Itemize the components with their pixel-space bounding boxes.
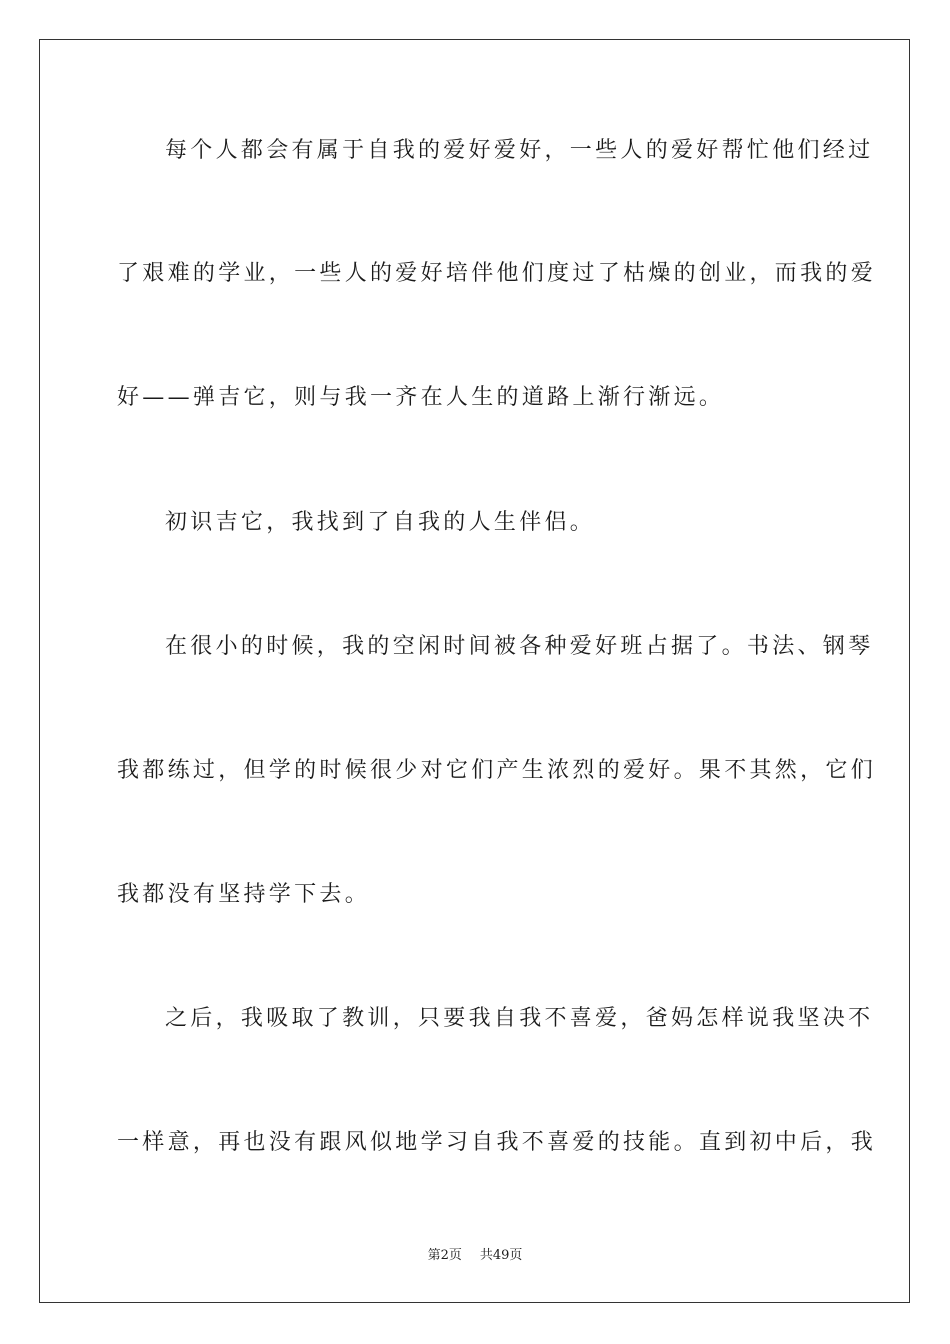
paragraph-line-4: 初识吉它，我找到了自我的人生伴侣。: [165, 510, 596, 535]
page-total: 共49页: [479, 1248, 523, 1263]
paragraph-line-2: 了艰难的学业，一些人的爱好培伴他们度过了枯燥的创业，而我的爱: [117, 261, 877, 286]
paragraph-line-7: 我都没有坚持学下去。: [117, 882, 371, 907]
page-footer: [0, 1247, 950, 1265]
paragraph-line-6: 我都练过，但学的时候很少对它们产生浓烈的爱好。果不其然，它们: [117, 758, 877, 783]
paragraph-line-1: 每个人都会有属于自我的爱好爱好，一些人的爱好帮忙他们经过: [165, 138, 874, 163]
page-number: 第2页: [427, 1248, 462, 1263]
paragraph-line-8: 之后，我吸取了教训，只要我自我不喜爱，爸妈怎样说我坚决不: [165, 1006, 874, 1031]
page-border: [39, 39, 910, 1303]
paragraph-line-5: 在很小的时候，我的空闲时间被各种爱好班占据了。书法、钢琴: [165, 634, 874, 659]
paragraph-line-9: 一样意，再也没有跟风似地学习自我不喜爱的技能。直到初中后，我: [117, 1130, 877, 1155]
paragraph-line-3: 好——弹吉它，则与我一齐在人生的道路上渐行渐远。: [117, 385, 725, 410]
